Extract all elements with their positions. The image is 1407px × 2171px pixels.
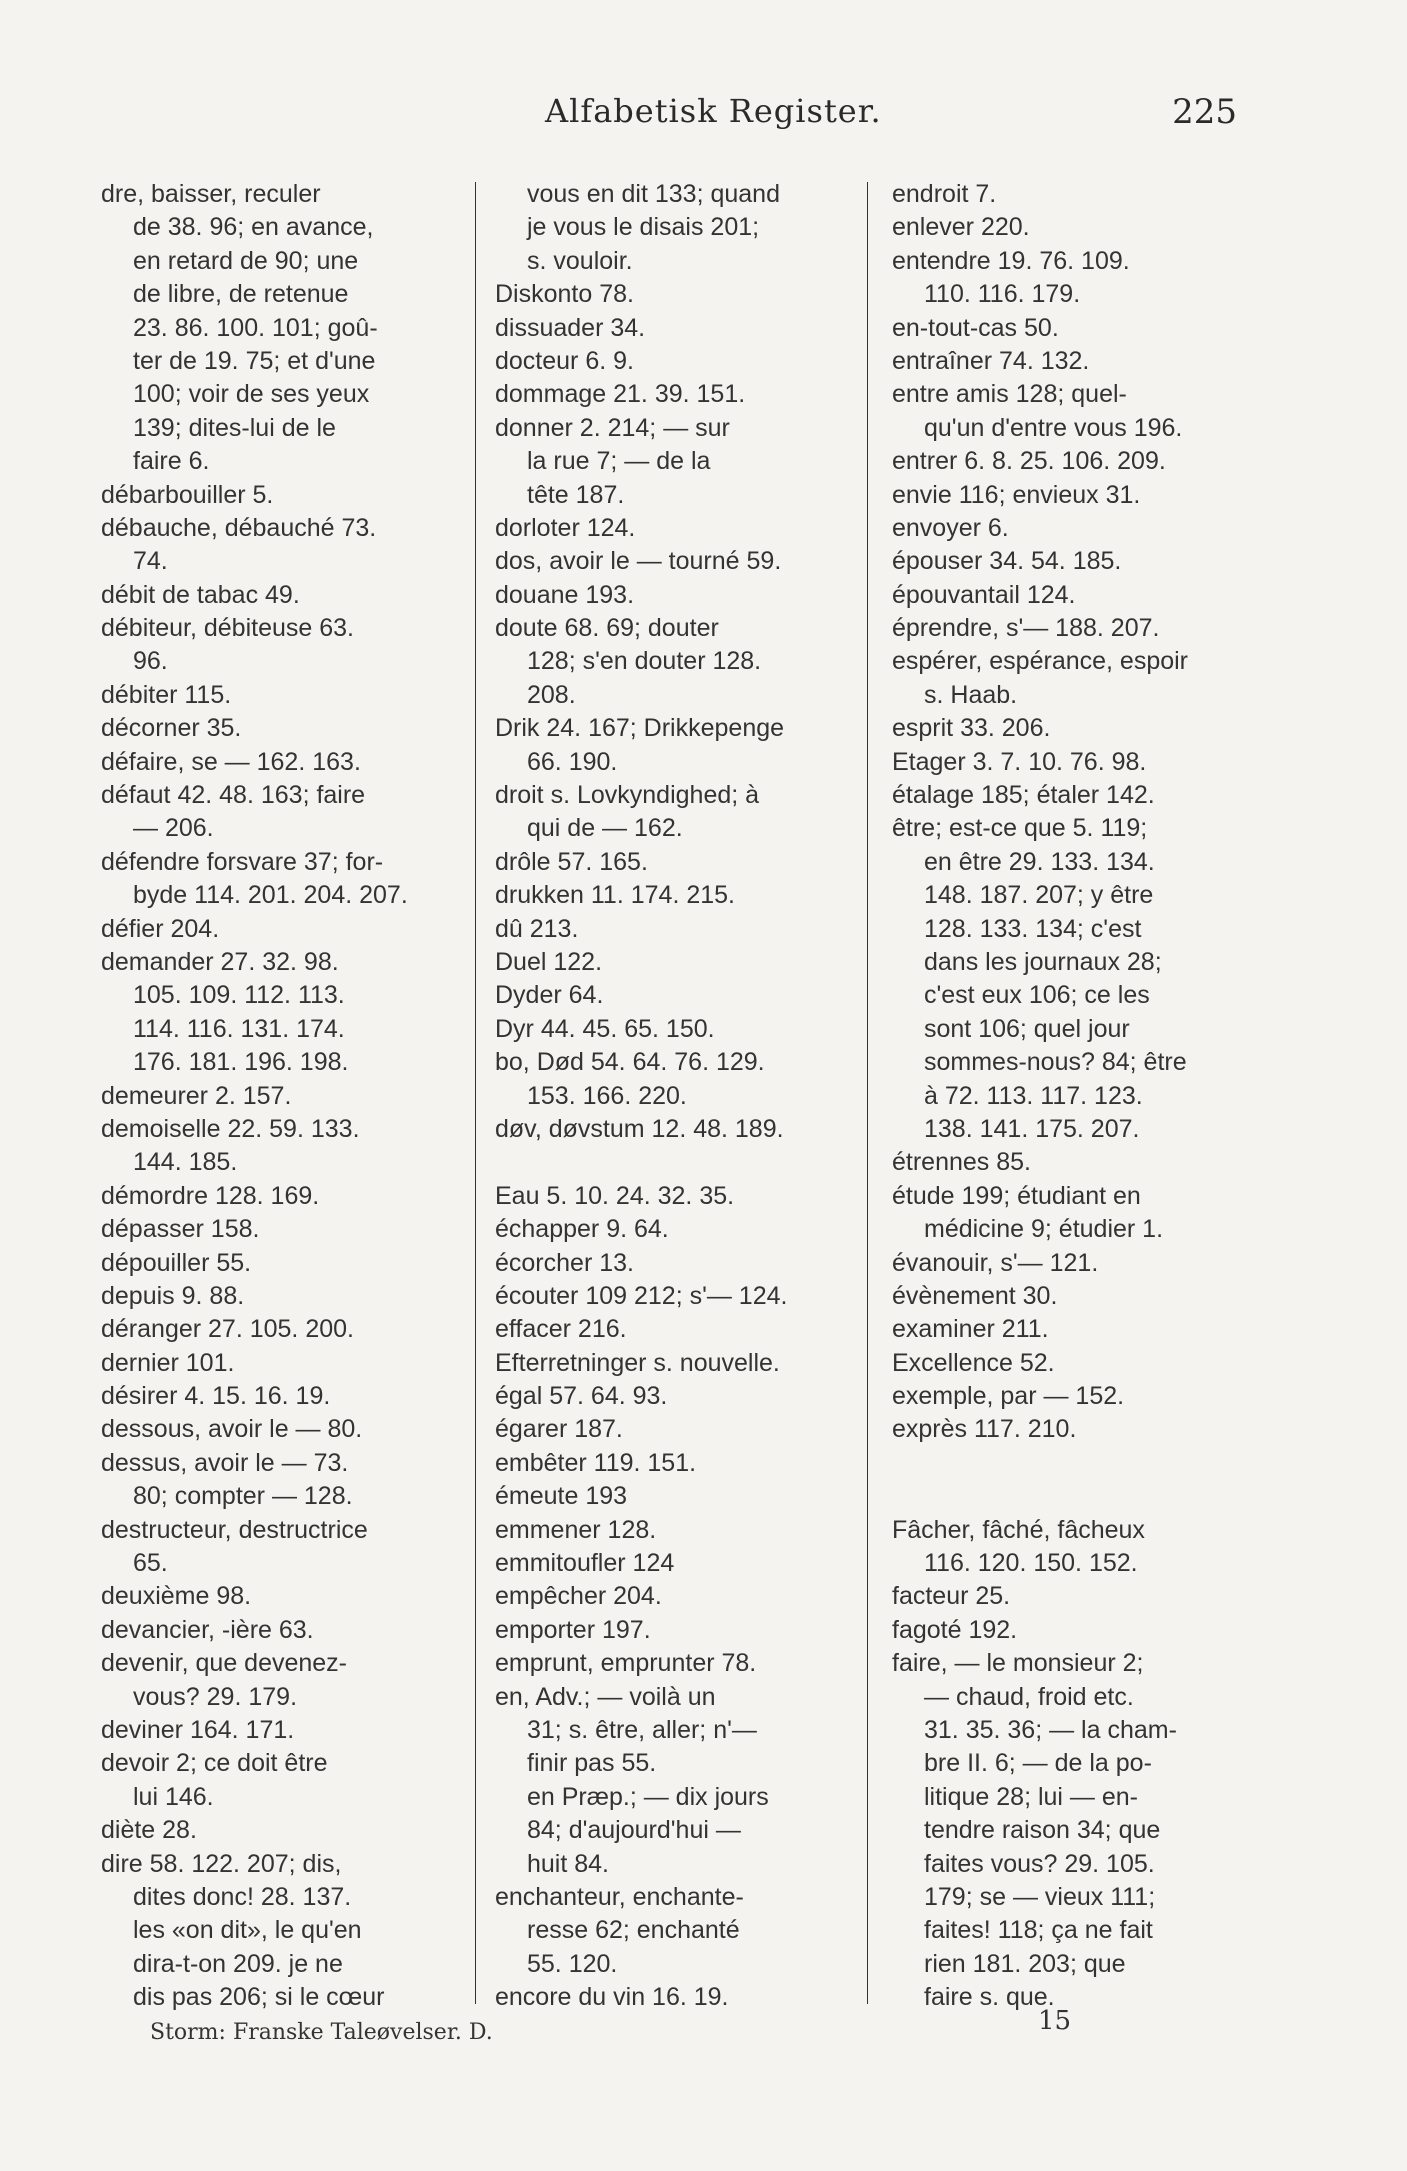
index-entry: étude 199; étudiant en (892, 1181, 1141, 1210)
index-entry: Fâcher, fâché, fâcheux (892, 1515, 1145, 1544)
index-entry: emmener 128. (495, 1515, 657, 1544)
index-entry: c'est eux 106; ce les (924, 981, 1150, 1010)
index-entry: bre II. 6; — de la po- (924, 1749, 1152, 1778)
index-entry: en retard de 90; une (133, 246, 359, 275)
index-entry: dû 213. (495, 914, 579, 943)
running-title: Alfabetisk Register. (545, 92, 882, 130)
index-entry: 105. 109. 112. 113. (133, 981, 345, 1010)
index-entry: 139; dites-lui de le (133, 413, 336, 442)
index-entry: lui 146. (133, 1782, 214, 1811)
index-entry: emporter 197. (495, 1615, 651, 1644)
index-entry: débiteur, débiteuse 63. (101, 614, 354, 643)
footer-imprint: Storm: Franske Taleøvelser. D. (150, 2020, 493, 2045)
index-entry: faire s. que. (924, 1983, 1055, 2012)
index-entry: épouser 34. 54. 185. (892, 547, 1122, 576)
index-entry: faites vous? 29. 105. (924, 1849, 1155, 1878)
index-entry: débiter 115. (101, 680, 232, 709)
index-entry: — 206. (133, 814, 214, 843)
index-entry: litique 28; lui — en- (924, 1782, 1139, 1811)
index-entry: décorner 35. (101, 714, 242, 743)
column-divider-2 (867, 182, 868, 2004)
index-entry: deviner 164. 171. (101, 1715, 295, 1744)
index-entry: entraîner 74. 132. (892, 346, 1090, 375)
index-entry: Etager 3. 7. 10. 76. 98. (892, 747, 1147, 776)
index-entry: facteur 25. (892, 1582, 1011, 1611)
index-entry: de libre, de retenue (133, 280, 349, 309)
index-entry: Eau 5. 10. 24. 32. 35. (495, 1181, 735, 1210)
page-header (0, 92, 1407, 142)
index-entry: 208. (527, 680, 576, 709)
index-entry: dernier 101. (101, 1348, 235, 1377)
index-entry: dissuader 34. (495, 313, 646, 342)
index-entry: encore du vin 16. 19. (495, 1983, 729, 2012)
index-entry: byde 114. 201. 204. 207. (133, 881, 408, 910)
spacer (495, 1146, 838, 1179)
index-entry: — chaud, froid etc. (924, 1682, 1134, 1711)
index-entry: donner 2. 214; — sur (495, 413, 730, 442)
index-entry: embêter 119. 151. (495, 1448, 697, 1477)
index-entry: débit de tabac 49. (101, 580, 300, 609)
index-entry: esprit 33. 206. (892, 714, 1051, 743)
index-entry: entre amis 128; quel- (892, 380, 1127, 409)
index-entry: médicine 9; étudier 1. (924, 1215, 1164, 1244)
index-entry: ter de 19. 75; et d'une (133, 346, 376, 375)
index-entry: depuis 9. 88. (101, 1281, 245, 1310)
index-entry: finir pas 55. (527, 1749, 657, 1778)
index-entry: 176. 181. 196. 198. (133, 1048, 349, 1077)
index-column-1 (101, 178, 446, 2014)
index-entry: défaut 42. 48. 163; faire (101, 781, 366, 810)
index-entry: døv, døvstum 12. 48. 189. (495, 1114, 784, 1143)
index-entry: envie 116; envieux 31. (892, 480, 1141, 509)
index-entry: débarbouiller 5. (101, 480, 274, 509)
index-entry: désirer 4. 15. 16. 19. (101, 1382, 331, 1411)
index-entry: vous? 29. 179. (133, 1682, 298, 1711)
index-entry: doute 68. 69; douter (495, 614, 719, 643)
index-entry: évènement 30. (892, 1281, 1058, 1310)
index-entry: Diskonto 78. (495, 280, 634, 309)
index-entry: 114. 116. 131. 174. (133, 1014, 345, 1043)
index-entry: Dyder 64. (495, 981, 604, 1010)
index-entry: enlever 220. (892, 213, 1030, 242)
index-entry: 31; s. être, aller; n'— (527, 1715, 757, 1744)
index-entry: douane 193. (495, 580, 635, 609)
index-entry: 23. 86. 100. 101; goû- (133, 313, 378, 342)
index-entry: rien 181. 203; que (924, 1949, 1126, 1978)
index-entry: à 72. 113. 117. 123. (924, 1081, 1143, 1110)
index-entry: vous en dit 133; quand (527, 180, 780, 208)
index-entry: examiner 211. (892, 1315, 1049, 1344)
page-number: 225 (1172, 92, 1237, 132)
index-entry: écouter 109 212; s'— 124. (495, 1281, 788, 1310)
index-entry: émeute 193 (495, 1482, 628, 1511)
index-entry: échapper 9. 64. (495, 1215, 669, 1244)
index-entry: Drik 24. 167; Drikkepenge (495, 714, 785, 743)
index-entry: dire 58. 122. 207; dis, (101, 1849, 342, 1878)
index-entry: faire, — le monsieur 2; (892, 1649, 1144, 1678)
index-entry: dessous, avoir le — 80. (101, 1415, 363, 1444)
spacer (892, 1480, 1237, 1513)
index-entry: demoiselle 22. 59. 133. (101, 1114, 360, 1143)
index-entry: 179; se — vieux 111; (924, 1882, 1156, 1911)
index-entry: entrer 6. 8. 25. 106. 209. (892, 447, 1166, 476)
index-entry: dépasser 158. (101, 1215, 260, 1244)
index-entry: endroit 7. (892, 180, 997, 208)
index-entry: fagoté 192. (892, 1615, 1018, 1644)
index-entry: dommage 21. 39. 151. (495, 380, 746, 409)
index-entry: qui de — 162. (527, 814, 683, 843)
index-entry: 96. (133, 647, 168, 676)
index-entry: espérer, espérance, espoir (892, 647, 1189, 676)
index-entry: les «on dit», le qu'en (133, 1916, 362, 1945)
spacer (892, 1447, 1237, 1480)
index-entry: sommes-nous? 84; être (924, 1048, 1187, 1077)
index-entry: défaire, se — 162. 163. (101, 747, 361, 776)
index-entry: tête 187. (527, 480, 625, 509)
index-entry: démordre 128. 169. (101, 1181, 320, 1210)
index-entry: en Præp.; — dix jours (527, 1782, 769, 1811)
index-entry: effacer 216. (495, 1315, 627, 1344)
index-entry: étrennes 85. (892, 1148, 1031, 1177)
index-entry: 128; s'en douter 128. (527, 647, 762, 676)
index-entry: deuxième 98. (101, 1582, 252, 1611)
index-entry: 148. 187. 207; y être (924, 881, 1154, 910)
index-column-2 (495, 178, 838, 2014)
index-entry: 31. 35. 36; — la cham- (924, 1715, 1177, 1744)
index-entry: demeurer 2. 157. (101, 1081, 292, 1110)
index-entry: exprès 117. 210. (892, 1415, 1077, 1444)
index-entry: bo, Død 54. 64. 76. 129. (495, 1048, 765, 1077)
index-entry: 80; compter — 128. (133, 1482, 353, 1511)
index-entry: drôle 57. 165. (495, 847, 648, 876)
index-entry: Excellence 52. (892, 1348, 1055, 1377)
index-entry: diète 28. (101, 1816, 197, 1845)
index-entry: devancier, -ière 63. (101, 1615, 314, 1644)
index-entry: 153. 166. 220. (527, 1081, 687, 1110)
index-entry: 144. 185. (133, 1148, 238, 1177)
index-entry: dre, baisser, reculer (101, 180, 321, 208)
column-divider-1 (475, 182, 476, 2004)
index-entry: être; est-ce que 5. 119; (892, 814, 1148, 843)
index-entry: Dyr 44. 45. 65. 150. (495, 1014, 715, 1043)
index-entry: devoir 2; ce doit être (101, 1749, 328, 1778)
index-entry: droit s. Lovkyndighed; à (495, 781, 760, 810)
index-entry: débauche, débauché 73. (101, 513, 377, 542)
index-entry: dites donc! 28. 137. (133, 1882, 352, 1911)
index-entry: de 38. 96; en avance, (133, 213, 374, 242)
index-entry: s. Haab. (924, 680, 1018, 709)
index-entry: enchanteur, enchante- (495, 1882, 744, 1911)
index-entry: s. vouloir. (527, 246, 633, 275)
index-entry: dessus, avoir le — 73. (101, 1448, 349, 1477)
index-entry: 110. 116. 179. (924, 280, 1081, 309)
index-entry: en-tout-cas 50. (892, 313, 1059, 342)
index-column-3 (892, 178, 1237, 2014)
index-entry: écorcher 13. (495, 1248, 634, 1277)
index-entry: égarer 187. (495, 1415, 623, 1444)
index-entry: 74. (133, 547, 168, 576)
index-entry: dira-t-on 209. je ne (133, 1949, 343, 1978)
index-entry: en, Adv.; — voilà un (495, 1682, 716, 1711)
index-entry: évanouir, s'— 121. (892, 1248, 1099, 1277)
index-entry: sont 106; quel jour (924, 1014, 1130, 1043)
index-entry: dépouiller 55. (101, 1248, 252, 1277)
index-entry: devenir, que devenez- (101, 1649, 348, 1678)
index-entry: 66. 190. (527, 747, 618, 776)
index-entry: 65. (133, 1549, 168, 1578)
index-entry: je vous le disais 201; (527, 213, 760, 242)
index-entry: exemple, par — 152. (892, 1382, 1125, 1411)
index-entry: épouvantail 124. (892, 580, 1076, 609)
index-entry: faire 6. (133, 447, 210, 476)
index-entry: défier 204. (101, 914, 220, 943)
index-entry: dorloter 124. (495, 513, 636, 542)
index-entry: resse 62; enchanté (527, 1916, 740, 1945)
index-entry: dis pas 206; si le cœur (133, 1983, 385, 2012)
index-entry: défendre forsvare 37; for- (101, 847, 384, 876)
index-entry: en être 29. 133. 134. (924, 847, 1155, 876)
index-entry: dans les journaux 28; (924, 947, 1162, 976)
index-entry: déranger 27. 105. 200. (101, 1315, 354, 1344)
index-entry: égal 57. 64. 93. (495, 1382, 668, 1411)
index-entry: dos, avoir le — tourné 59. (495, 547, 782, 576)
index-entry: 138. 141. 175. 207. (924, 1114, 1140, 1143)
index-entry: emprunt, emprunter 78. (495, 1649, 757, 1678)
index-entry: emmitoufler 124 (495, 1549, 675, 1578)
index-entry: huit 84. (527, 1849, 610, 1878)
index-entry: drukken 11. 174. 215. (495, 881, 735, 910)
index-entry: 116. 120. 150. 152. (924, 1549, 1138, 1578)
index-entry: 100; voir de ses yeux (133, 380, 370, 409)
index-entry: demander 27. 32. 98. (101, 947, 339, 976)
index-entry: la rue 7; — de la (527, 447, 711, 476)
index-entry: tendre raison 34; que (924, 1816, 1161, 1845)
index-entry: entendre 19. 76. 109. (892, 246, 1130, 275)
index-entry: docteur 6. 9. (495, 346, 634, 375)
index-entry: destructeur, destructrice (101, 1515, 368, 1544)
index-entry: éprendre, s'— 188. 207. (892, 614, 1160, 643)
index-entry: envoyer 6. (892, 513, 1009, 542)
index-entry: faites! 118; ça ne fait (924, 1916, 1153, 1945)
signature-mark: 15 (1038, 2006, 1072, 2036)
index-entry: 84; d'aujourd'hui — (527, 1816, 741, 1845)
index-entry: 55. 120. (527, 1949, 618, 1978)
index-entry: 128. 133. 134; c'est (924, 914, 1142, 943)
index-entry: étalage 185; étaler 142. (892, 781, 1155, 810)
index-entry: Efterretninger s. nouvelle. (495, 1348, 780, 1377)
index-entry: qu'un d'entre vous 196. (924, 413, 1183, 442)
index-entry: empêcher 204. (495, 1582, 662, 1611)
index-entry: Duel 122. (495, 947, 603, 976)
